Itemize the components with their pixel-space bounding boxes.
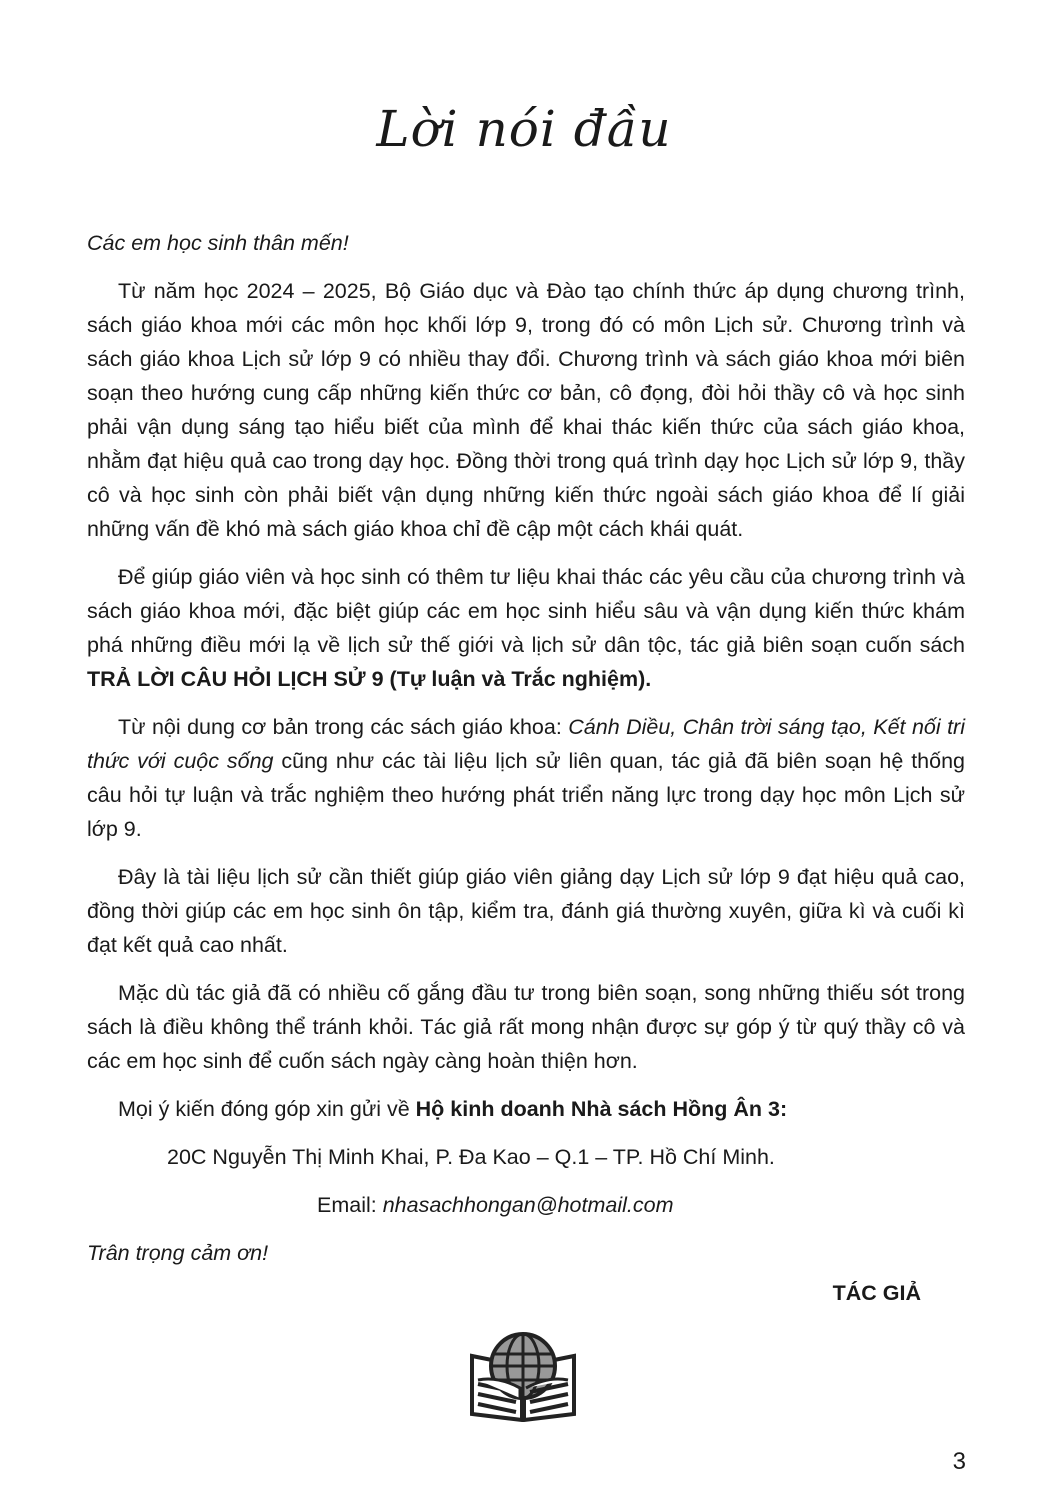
book-title: TRẢ LỜI CÂU HỎI LỊCH SỬ 9 (Tự luận và Trắc nghiệm). bbox=[87, 667, 652, 691]
greeting: Các em học sinh thân mến! bbox=[87, 231, 349, 255]
paragraph-3-lead: Từ nội dung cơ bản trong các sách giáo khoa: bbox=[118, 715, 569, 739]
address: 20C Nguyễn Thị Minh Khai, P. Đa Kao – Q.1 – TP. Hồ Chí Minh. bbox=[167, 1145, 775, 1169]
page-number: 3 bbox=[952, 1448, 966, 1475]
preface-body bbox=[87, 226, 965, 1310]
globe-book-icon bbox=[458, 1326, 588, 1422]
email-address: nhasachhongan@hotmail.com bbox=[382, 1193, 674, 1217]
page-title: Lời nói đầu bbox=[376, 100, 672, 158]
closing: Trân trọng cảm ơn! bbox=[87, 1241, 269, 1265]
paragraph-5: Mặc dù tác giả đã có nhiều cố gắng đầu tư trong biên soạn, song những thiếu sót trong sách là điều không thể tránh khỏi. Tác giả rất mong nhận được sự góp ý từ quý thầy cô và các em học sinh để cuốn sách ngày càng hoàn thiện hơn. bbox=[87, 981, 965, 1073]
publisher-name: Hộ kinh doanh Nhà sách Hồng Ân 3: bbox=[415, 1097, 788, 1121]
contact-lead: Mọi ý kiến đóng góp xin gửi về bbox=[118, 1097, 416, 1121]
paragraph-2-text: Để giúp giáo viên và học sinh có thêm tư liệu khai thác các yêu cầu của chương trình và sách giáo khoa mới, đặc biệt giúp các em học sinh hiểu sâu và vận dụng kiến thức khám phá những điều mới lạ về lịch sử thế giới và lịch sử dân tộc, tác giả biên soạn cuốn sách bbox=[87, 565, 965, 657]
email-line bbox=[87, 1188, 965, 1222]
contact-line bbox=[87, 1092, 965, 1126]
author-signature: TÁC GIẢ bbox=[832, 1281, 921, 1305]
paragraph-3-rest: cũng như các tài liệu lịch sử liên quan, tác giả đã biên soạn hệ thống câu hỏi tự luận và trắc nghiệm theo hướng phát triển năng lực trong dạy học môn Lịch sử lớp 9. bbox=[87, 749, 965, 841]
email-label: Email: bbox=[317, 1193, 383, 1217]
paragraph-4: Đây là tài liệu lịch sử cần thiết giúp giáo viên giảng dạy Lịch sử lớp 9 đạt hiệu quả cao, đồng thời giúp các em học sinh ôn tập, kiểm tra, đánh giá thường xuyên, giữa kì và cuối kì đạt kết quả cao nhất. bbox=[87, 865, 965, 957]
paragraph-3 bbox=[87, 710, 965, 846]
paragraph-1: Từ năm học 2024 – 2025, Bộ Giáo dục và Đào tạo chính thức áp dụng chương trình, sách giáo khoa mới các môn học khối lớp 9, trong đó có môn Lịch sử. Chương trình và sách giáo khoa Lịch sử lớp 9 có nhiều thay đổi. Chương trình và sách giáo khoa mới biên soạn theo hướng cung cấp những kiến thức cơ bản, cô đọng, đòi hỏi thầy cô và học sinh phải vận dụng sáng tạo hiểu biết của mình để khai thác kiến thức của sách giáo khoa, nhằm đạt hiệu quả cao trong dạy học. Đồng thời trong quá trình dạy học Lịch sử lớp 9, thầy cô và học sinh còn phải biết vận dụng những kiến thức ngoài sách giáo khoa để lí giải những vấn đề khó mà sách giáo khoa chỉ đề cập một cách khái quát. bbox=[87, 279, 965, 541]
textbook-names: Cánh Diều, Chân trời sáng tạo, Kết nối tri thức với cuộc sống bbox=[87, 715, 965, 773]
paragraph-2 bbox=[87, 560, 965, 696]
